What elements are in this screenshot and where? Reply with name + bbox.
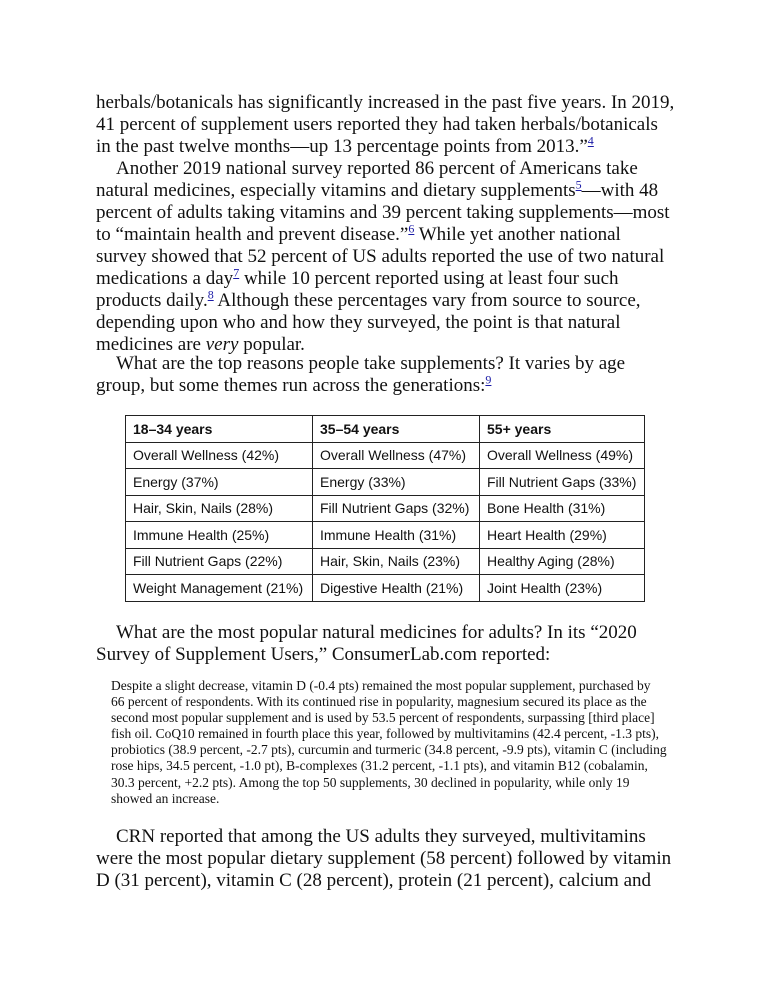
table-cell: Overall Wellness (47%) [313, 442, 480, 469]
paragraph-text: popular. [238, 334, 305, 355]
paragraph-text: herbals/botanicals has significantly increased in the past five years. In 2019, 41 percent of supplement users reported they had taken herbals/botanicals in the past twelve months—up 13 percentage points from 2013.” [96, 92, 675, 157]
paragraph-herbals [96, 92, 676, 158]
table-cell: Healthy Aging (28%) [480, 548, 645, 575]
column-header: 18–34 years [126, 416, 313, 443]
emphasis-text: very [205, 334, 239, 355]
paragraph-text: while 10 percent reported using at least four such products daily. [96, 268, 619, 311]
paragraph-text: Another 2019 national survey reported 86 percent of Americans take natural medicines, especially vitamins and dietary supplements [96, 158, 638, 201]
footnote-link-4[interactable]: 4 [587, 133, 594, 148]
footnote-link-8[interactable]: 8 [207, 287, 214, 302]
supplement-reasons-table [125, 415, 645, 602]
table-cell: Overall Wellness (49%) [480, 442, 645, 469]
table-cell: Fill Nutrient Gaps (33%) [480, 469, 645, 496]
table-cell: Hair, Skin, Nails (28%) [126, 495, 313, 522]
paragraph-text: What are the top reasons people take supplements? It varies by age group, but some themes run across the generations: [96, 353, 626, 396]
table-header-row [126, 416, 645, 443]
table-cell: Energy (37%) [126, 469, 313, 496]
table-cell: Overall Wellness (42%) [126, 442, 313, 469]
paragraph-text: CRN reported that among the US adults they surveyed, multivitamins were the most popular dietary supplement (58 percent) followed by vitamin D (31 percent), vitamin C (28 percent), protein (21 percent), calcium and [96, 826, 672, 891]
table-cell: Digestive Health (21%) [313, 575, 480, 602]
footnote-link-7[interactable]: 7 [233, 265, 240, 280]
footnote-link-9[interactable]: 9 [485, 372, 492, 387]
table-cell: Bone Health (31%) [480, 495, 645, 522]
paragraph-national-survey [96, 158, 676, 356]
table-row [126, 495, 645, 522]
table-cell: Fill Nutrient Gaps (32%) [313, 495, 480, 522]
table-cell: Joint Health (23%) [480, 575, 645, 602]
table-cell: Weight Management (21%) [126, 575, 313, 602]
table-cell: Immune Health (25%) [126, 522, 313, 549]
table-row [126, 522, 645, 549]
column-header: 35–54 years [313, 416, 480, 443]
footnote-link-5[interactable]: 5 [575, 177, 582, 192]
table-row [126, 548, 645, 575]
table-cell: Fill Nutrient Gaps (22%) [126, 548, 313, 575]
paragraph-top-reasons [96, 353, 676, 397]
table-row [126, 469, 645, 496]
paragraph-text: What are the most popular natural medicines for adults? In its “2020 Survey of Supplement Users,” ConsumerLab.com reported: [96, 622, 637, 665]
paragraph-text: Although these percentages vary from source to source, depending upon who and how they surveyed, the point is that natural medicines are [96, 290, 641, 355]
table-cell: Immune Health (31%) [313, 522, 480, 549]
table-row [126, 442, 645, 469]
table-cell: Hair, Skin, Nails (23%) [313, 548, 480, 575]
footnote-link-6[interactable]: 6 [408, 221, 415, 236]
paragraph-crn-report [96, 826, 676, 892]
table-cell: Heart Health (29%) [480, 522, 645, 549]
table-cell: Energy (33%) [313, 469, 480, 496]
paragraph-text: —with 48 percent of adults taking vitamins and 39 percent taking supplements—most to “maintain health and prevent disease.” [96, 180, 670, 245]
paragraph-text: While yet another national survey showed that 52 percent of US adults reported the use of two natural medications a day [96, 224, 665, 289]
column-header: 55+ years [480, 416, 645, 443]
paragraph-popular-medicines [96, 622, 676, 666]
table-row [126, 575, 645, 602]
block-quote: Despite a slight decrease, vitamin D (-0.4 pts) remained the most popular supplement, purchased by 66 percent of respondents. With its continued rise in popularity, magnesium secured its place as the second most popular supplement and is used by 53.5 percent of respondents, surpassing [third place] fish oil. CoQ10 remained in fourth place this year, followed by multivitamins (42.4 percent, -1.3 pts), probiotics (38.9 percent, -2.7 pts), curcumin and turmeric (34.8 percent, -9.9 pts), vitamin C (including rose hips, 34.5 percent, -1.0 pt), B-complexes (31.2 percent, -1.1 pts), and vitamin B12 (cobalamin, 30.3 percent, +2.2 pts). Among the top 50 supplements, 30 declined in popularity, while only 19 showed an increase. [111, 678, 667, 806]
